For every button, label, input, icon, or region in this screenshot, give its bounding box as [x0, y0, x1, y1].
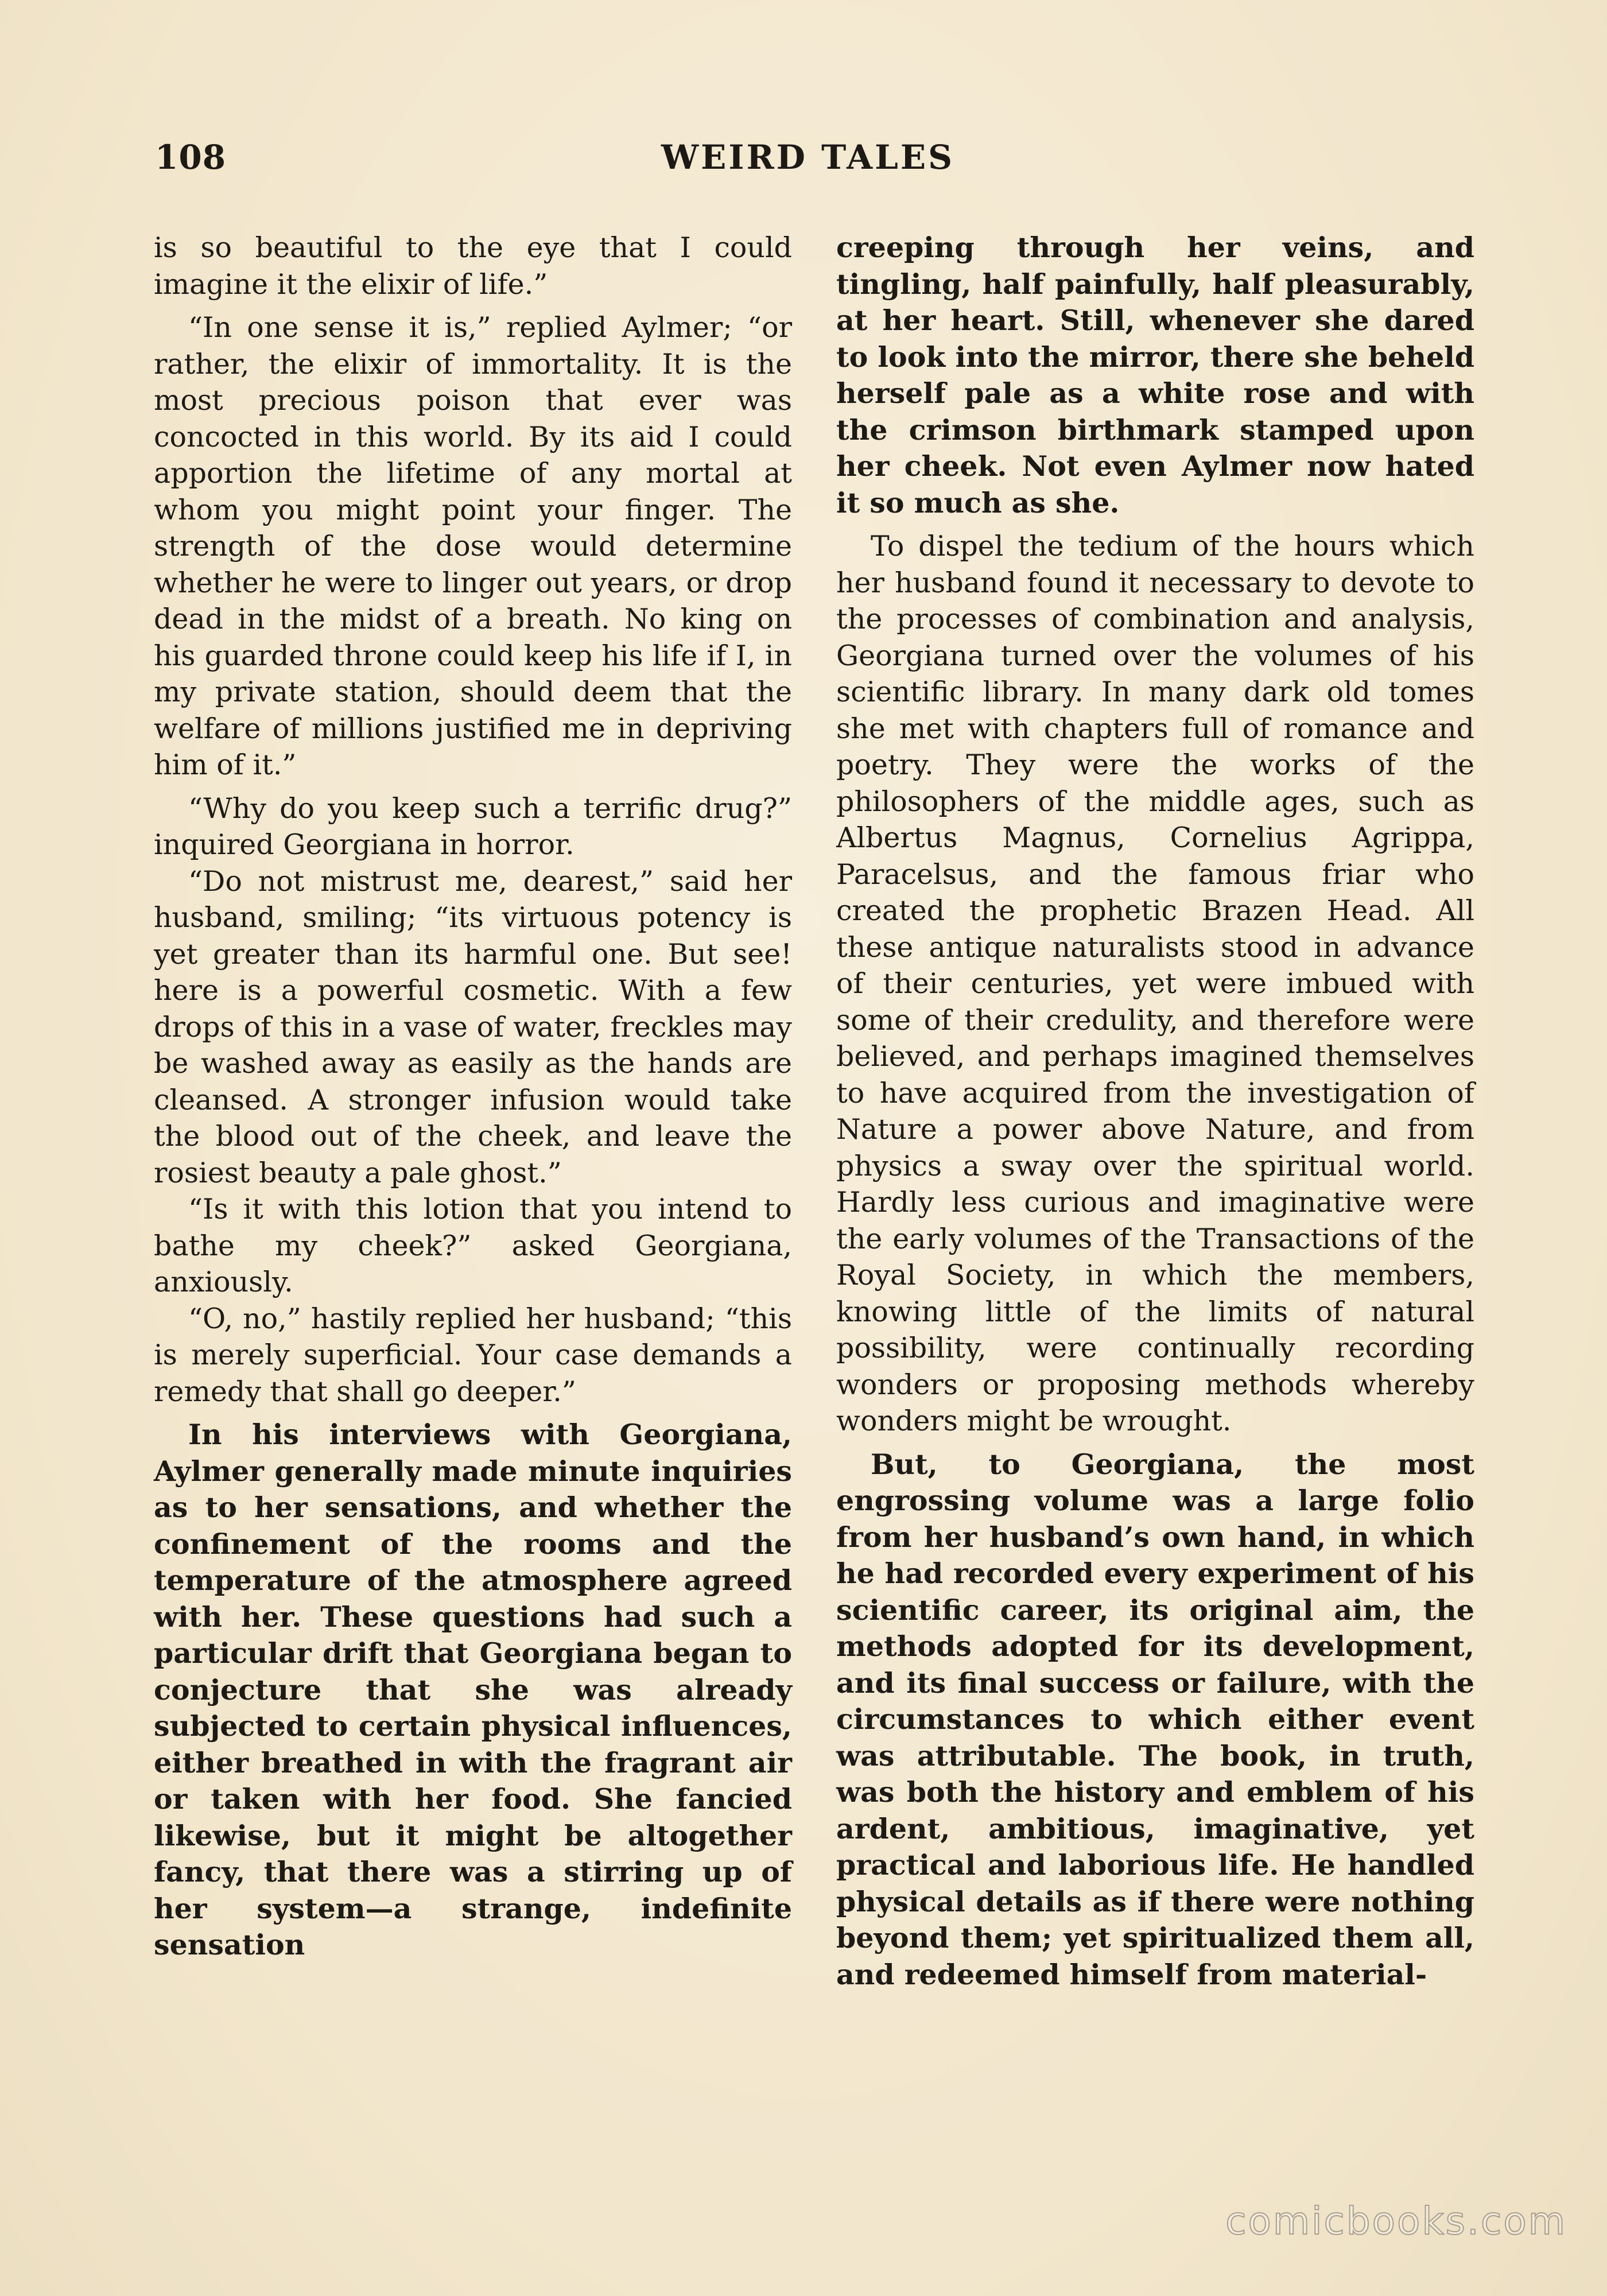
paragraph: “Do not mistrust me, dearest,” said her husband, smiling; “its virtuous potency is yet greater than its harmful one. But see! here is a powerful cosmetic. With a few drops of this in a vase of water, freckles may be washed away as easily as the hands are cleansed. A stronger infusion would take the blood out of the cheek, and leave the rosiest beauty a pale ghost.”	[154, 864, 792, 1189]
paragraph: “Why do you keep such a terrific drug?” inquired Georgiana in horror.	[154, 792, 792, 861]
paragraph: In his interviews with Georgiana, Aylmer generally made minute inquiries as to her sensations, and whether the confinement of the rooms and the temperature of the atmosphere agreed with her. These questions had such a particular drift that Georgiana began to conjecture that she was already subjected to certain physical influences, either breathed in with the fragrant air or taken with her food. She fancied likewise, but it might be altogether fancy, that there was a stirring up of her system—a strange, indefinite sensation	[154, 1418, 792, 1961]
page-number: 108	[155, 138, 227, 177]
paragraph: “In one sense it is,” replied Aylmer; “or rather, the elixir of immortality. It is the most precious poison that ever was concocted in this world. By its aid I could apportion the lifetime of any mortal at whom you might point your finger. The strength of the dose would determine whether he were to linger out years, or drop dead in the midst of a breath. No king on his guarded throne could keep his life if I, in my private station, should deem that the welfare of millions justified me in depriving him of it.”	[154, 311, 792, 781]
paragraph: “O, no,” hastily replied her husband; “this is merely superficial. Your case demands a remedy that shall go deeper.”	[154, 1302, 792, 1408]
left-column	[154, 230, 792, 1964]
paragraph: To dispel the tedium of the hours which her husband found it necessary to devote to the processes of combination and analysis, Georgiana turned over the volumes of his scientific library. In many dark old tomes she met with chapters full of romance and poetry. They were the works of the philosophers of the middle ages, such as Albertus Magnus, Cornelius Agrippa, Paracelsus, and the famous friar who created the prophetic Brazen Head. All these antique naturalists stood in advance of their centuries, yet were imbued with some of their credulity, and therefore were believed, and perhaps imagined themselves to have acquired from the investigation of Nature a power above Nature, and from physics a sway over the spiritual world. Hardly less curious and imaginative were the early volumes of the Transactions of the Royal Society, in which the members, knowing little of the limits of natural possibility, were continually recording wonders or proposing methods whereby wonders might be wrought.	[836, 530, 1474, 1437]
watermark: comicbooks.com	[1225, 2199, 1567, 2243]
paragraph: But, to Georgiana, the most engrossing volume was a large folio from her husband’s own hand, in which he had recorded every experiment of his scientific career, its original aim, the methods adopted for its development, and its final success or failure, with the circumstances to which either event was attributable. The book, in truth, was both the history and emblem of his ardent, ambitious, imaginative, yet practical and laborious life. He handled physical details as if there were nothing beyond them; yet spiritualized them all, and redeemed himself from material-	[836, 1447, 1474, 1991]
paragraph: is so beautiful to the eye that I could imagine it the elixir of life.”	[154, 231, 792, 301]
right-column	[836, 230, 1474, 1993]
running-title: WEIRD TALES	[661, 138, 955, 177]
paragraph: “Is it with this lotion that you intend to bathe my cheek?” asked Georgiana, anxiously.	[154, 1193, 792, 1298]
paragraph: creeping through her veins, and tingling, half painfully, half pleasurably, at her heart. Still, whenever she dared to look into the mirror, there she beheld herself pale as a white rose and with the crimson birthmark stamped upon her cheek. Not even Aylmer now hated it so much as she.	[836, 231, 1474, 519]
page-header	[155, 138, 1461, 189]
